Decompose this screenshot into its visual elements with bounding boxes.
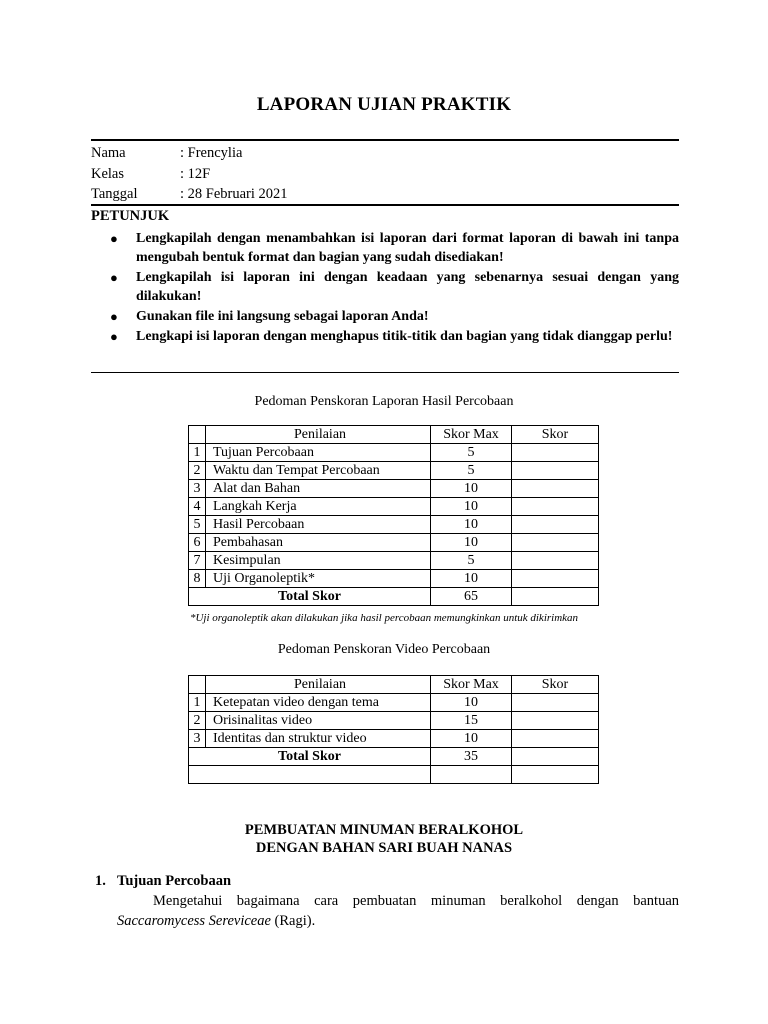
empty-cell [512,766,599,784]
section-title-line2: DENGAN BAHAN SARI BUAH NANAS [255,840,513,856]
score-cell[interactable] [512,534,599,552]
table-row [189,498,599,516]
row-number: 2 [189,462,206,480]
table-row [189,730,599,748]
instruction-item [91,229,679,267]
row-criterion: Waktu dan Tempat Percobaan [206,462,431,480]
empty-cell [189,766,431,784]
table-row [189,444,599,462]
header-penilaian: Penilaian [206,676,431,694]
score-cell[interactable] [512,498,599,516]
header-penilaian: Penilaian [206,426,431,444]
row-criterion: Kesimpulan [206,552,431,570]
row-number: 3 [189,730,206,748]
table-header-row [189,426,599,444]
row-criterion: Pembahasan [206,534,431,552]
divider-info [91,204,679,206]
score-cell[interactable] [512,516,599,534]
total-label: Total Skor [189,748,431,766]
nama-value: : Frencylia [180,145,243,161]
row-max: 10 [431,498,512,516]
row-max: 5 [431,462,512,480]
kelas-value: : 12F [180,166,211,182]
score-cell[interactable] [512,694,599,712]
kelas-label: Kelas [91,166,125,182]
table1-footnote: *Uji organoleptik akan dilakukan jika hasil percobaan memungkinkan untuk dikirimkan [189,612,579,624]
section-title-line1: PEMBUATAN MINUMAN BERALKOHOL [244,822,524,838]
row-max: 10 [431,570,512,588]
bullet-icon: ● [110,270,118,285]
table-row [189,552,599,570]
bullet-icon: ● [110,309,118,324]
table-row [189,516,599,534]
row-number: 1 [189,694,206,712]
header-no [189,426,206,444]
table-row [189,694,599,712]
page-title: LAPORAN UJIAN PRAKTIK [256,94,512,115]
bullet-icon: ● [110,231,118,246]
total-max: 65 [431,588,512,606]
row-max: 10 [431,516,512,534]
row-criterion: Langkah Kerja [206,498,431,516]
row-max: 10 [431,694,512,712]
tanggal-label: Tanggal [91,186,138,202]
row-max: 5 [431,444,512,462]
row-number: 8 [189,570,206,588]
bullet-icon: ● [110,329,118,344]
part1-heading [95,873,231,890]
header-skor-max: Skor Max [431,426,512,444]
header-skor: Skor [512,676,599,694]
total-max: 35 [431,748,512,766]
row-number: 1 [189,444,206,462]
score-cell[interactable] [512,462,599,480]
table-total-row [189,748,599,766]
row-max: 10 [431,480,512,498]
instruction-text: Lengkapilah dengan menambahkan isi laporan dari format laporan di bawah ini tanpa mengubah bentuk format dan bagian yang sudah disediakan! [136,231,679,265]
header-skor: Skor [512,426,599,444]
scoring-table-video [188,675,599,784]
row-number: 3 [189,480,206,498]
row-max: 5 [431,552,512,570]
row-criterion: Tujuan Percobaan [206,444,431,462]
row-number: 5 [189,516,206,534]
score-cell[interactable] [512,730,599,748]
total-label: Total Skor [189,588,431,606]
instruction-item [91,327,679,346]
header-no [189,676,206,694]
divider-top [91,139,679,141]
divider-instructions [91,372,679,373]
petunjuk-heading: PETUNJUK [91,208,170,224]
header-skor-max: Skor Max [431,676,512,694]
empty-cell [431,766,512,784]
scoring-table-report [188,425,599,606]
part1-heading-text: Tujuan Percobaan [117,873,232,889]
instruction-item [91,268,679,306]
nama-label: Nama [91,145,126,161]
score-cell[interactable] [512,712,599,730]
row-criterion: Alat dan Bahan [206,480,431,498]
score-cell[interactable] [512,444,599,462]
part1-italic-text: Saccaromycess Sereviceae [117,913,271,929]
part1-paragraph [117,891,679,931]
table2-caption: Pedoman Penskoran Video Percobaan [277,642,491,657]
score-cell[interactable] [512,570,599,588]
table-empty-row [189,766,599,784]
row-criterion: Orisinalitas video [206,712,431,730]
total-score-cell[interactable] [512,588,599,606]
row-criterion: Ketepatan video dengan tema [206,694,431,712]
table-row [189,570,599,588]
instruction-text: Lengkapi isi laporan dengan menghapus titik-titik dan bagian yang tidak dianggap perlu! [136,329,673,344]
table-row [189,462,599,480]
part1-number: 1. [95,873,106,889]
row-criterion: Identitas dan struktur video [206,730,431,748]
score-cell[interactable] [512,552,599,570]
table-total-row [189,588,599,606]
row-number: 7 [189,552,206,570]
row-criterion: Uji Organoleptik* [206,570,431,588]
table-header-row [189,676,599,694]
row-number: 4 [189,498,206,516]
row-number: 6 [189,534,206,552]
part1-text-end: (Ragi). [274,913,316,929]
total-score-cell[interactable] [512,748,599,766]
table-row [189,480,599,498]
part1-text: Mengetahui bagaimana cara pembuatan minuman beralkohol dengan bantuan [153,893,679,909]
row-max: 15 [431,712,512,730]
table-row [189,534,599,552]
row-criterion: Hasil Percobaan [206,516,431,534]
instruction-text: Gunakan file ini langsung sebagai laporan Anda! [136,309,429,324]
instruction-list [91,229,679,347]
row-number: 2 [189,712,206,730]
row-max: 10 [431,730,512,748]
instruction-text: Lengkapilah isi laporan ini dengan keadaan yang sebenarnya sesuai dengan yang dilakukan! [136,270,679,304]
instruction-item [91,307,679,326]
tanggal-value: : 28 Februari 2021 [180,186,288,202]
score-cell[interactable] [512,480,599,498]
table1-caption: Pedoman Penskoran Laporan Hasil Percobaan [254,394,514,409]
table-row [189,712,599,730]
row-max: 10 [431,534,512,552]
